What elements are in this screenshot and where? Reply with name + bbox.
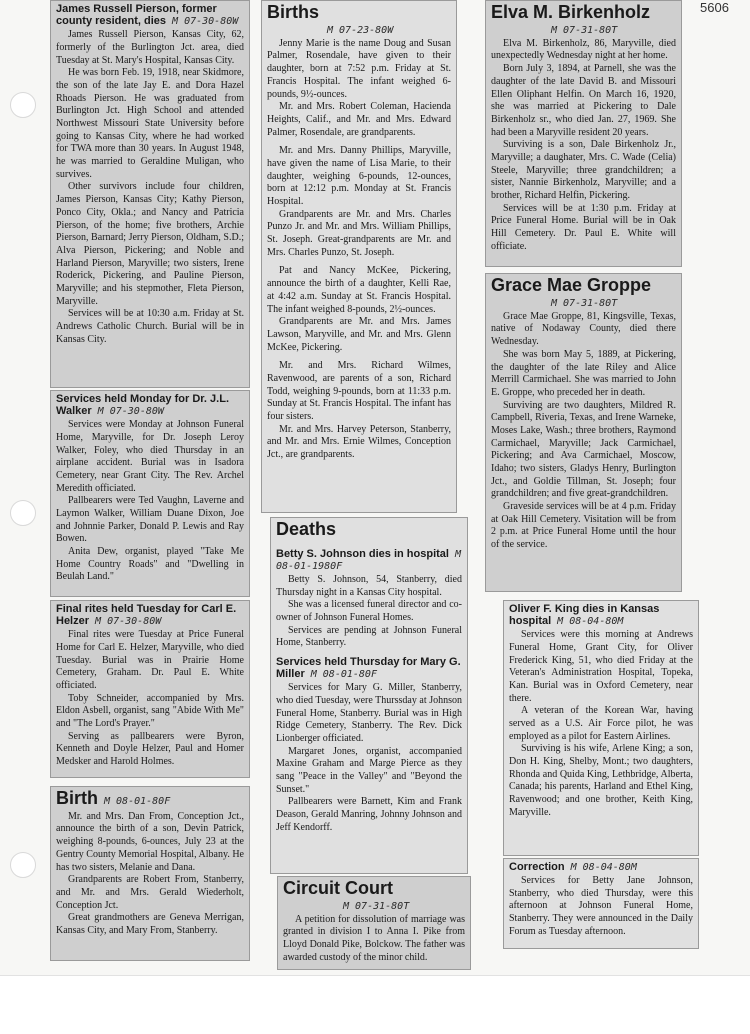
paragraph: Services will be at 1:30 p.m. Friday at Price Funeral Home. Burial will be in Oak Hill Cemetery. Dr. Paul E. White will officiate. [491, 202, 676, 252]
paragraph: Pallbearers were Ted Vaughn, Laverne and Laymon Walker, William Duane Dixon, Joe and Johnnie Parker, Donald P. Lewis and Ray Bowen. [56, 495, 244, 545]
paragraph: Grandparents are Mr. and Mrs. Charles Punzo Jr. and Mr. and Mrs. William Phillips, St. Joseph. Great-grandparents are Mr. and Mrs. Charles Punzo, St. Joseph. [267, 208, 451, 258]
paragraph: Born July 3, 1894, at Parnell, she was the daughter of the late David B. and Missouri Ellen Oliphant Helfin. On March 16, 1920, she was married at Pickering to Dale Birkenholz sr., who died Jan. 27, 1969. She had been a Maryville resident 20 years. [491, 63, 676, 138]
paragraph: Services are pending at Johnson Funeral Home, Stanberry. [276, 624, 462, 649]
handwritten-note: M 07-23-80W [327, 24, 394, 36]
clipping-births [261, 0, 457, 513]
handwritten-note: M 08-04-80M [557, 616, 624, 628]
clipping-circuit-court [277, 876, 471, 970]
punch-hole [10, 500, 36, 526]
headline: Elva M. Birkenholz [491, 2, 651, 22]
handwritten-note: M 08-01-80F [310, 669, 377, 681]
headline: Births [267, 2, 320, 22]
handwritten-note: M 08-01-1980F [276, 548, 461, 572]
headline: Services held Monday for Dr. J.L. Walker M 07-30-80W [56, 393, 229, 418]
clipping-deaths [270, 517, 468, 874]
clipping-birth-from [50, 786, 250, 961]
paragraph: She was a licensed funeral director and co-owner of Johnson Funeral Homes. [276, 599, 462, 624]
paragraph: Betty S. Johnson, 54, Stanberry, died Thursday night in a Kansas City hospital. [276, 573, 462, 598]
paragraph: Surviving are two daughters, Mildred R. Campbell, Riveria, Texas, and Irene Warneke, Moses Lake, Wash.; three brothers, Raymond Carmichael, Maryville; Jack Carmichael, Pickering; and Ava Carmichael, Moscow, Idaho; two sisters, Gladys Henry, Burlington Jct., and Goldie Tillman, St. Joseph; four grandchildren; and five great-grandchildren. [491, 399, 676, 500]
paragraph: Services will be at 10:30 a.m. Friday at St. Andrews Catholic Church. Burial will be in Kansas City. [56, 308, 244, 345]
paragraph: Mr. and Mrs. Danny Phillips, Maryville, have given the name of Lisa Marie, to their daughter, weighing 6-pounds, 12-ounces, born at 12:12 p.m. Monday at St. Francis Hospital. [267, 145, 451, 208]
paragraph: Mr. and Mrs. Dan From, Conception Jct., announce the birth of a son, Devin Patrick, weighing 8-pounds, 6-ounces, July 23 at the Gentry County Memorial Hospital, Albany. He has two sisters, Melanie and Dana. [56, 810, 244, 873]
subheadline: Services held Thursday for Mary G. Miller M 08-01-80F [276, 656, 461, 681]
paragraph: Grace Mae Groppe, 81, Kingsville, Texas, native of Nodaway County, died there Wednesday. [491, 310, 676, 348]
clipping-helzer-rites [50, 600, 250, 778]
paragraph: Services were Monday at Johnson Funeral Home, Maryville, for Dr. Joseph Leroy Walker, Foley, who died Thursday in an airplane accident. Burial was in Isadora Cemetery, near Grant City. The Rev. Archel Meredith officiated. [56, 419, 244, 494]
subheadline: Betty S. Johnson dies in hospital M 08-01-1980F [276, 547, 461, 572]
paragraph: Anita Dew, organist, played "Take Me Home Country Roads" and "Dwelling in Beulah Land." [56, 546, 244, 583]
paragraph: Services were this morning at Andrews Funeral Home, Grant City, for Oliver Frederick King, 51, who died Friday at the Veteran's Administration Hospital, Topeka, Kan. Burial was in Oxford Cemetery, near there. [509, 629, 693, 704]
paragraph: He was born Feb. 19, 1918, near Skidmore, the son of the late Jay E. and Dora Hazel Rhoads Pierson. He was graduated from Burlington Jct. High School and attended Northwest Missouri State University before going to Kansas City, where he had worked for TWA more than 30 years. In August 1948, he was married to Geraldine Muligan, who survives. [56, 67, 244, 180]
headline: Birth M 08-01-80F [56, 788, 171, 808]
handwritten-note: M 07-30-80W [172, 16, 239, 28]
page-number: 5606 [700, 0, 729, 15]
punch-hole [10, 92, 36, 118]
paragraph: Services for Mary G. Miller, Stanberry, who died Tuesday, were Thurssday at Johnson Funeral Home, Stanberry. Burial was in High Ridge Cemetery, Stanberry. The Rev. Dick Lionberger officiated. [276, 682, 462, 745]
paragraph: A petition for dissolution of marriage was granted in division I to Anna I. Pike from Lloyd Donald Pike, Bolckow. The father was awarded custody of the minor child. [283, 913, 465, 963]
paragraph: Surviving is a son, Dale Birkenholz Jr., Maryville; a daughater, Mrs. C. Wade (Celia) Steele, Maryville; three grandchildren; a sister, Nannie Birkenholz, Maryville; and a brother, Richard Helfin, Pickering. [491, 139, 676, 202]
handwritten-note: M 07-31-80T [343, 900, 410, 912]
paragraph: Margaret Jones, organist, accompanied Maxine Graham and Marge Pierce as they sang "Peace in the Valley" and "Beyond the Sunset." [276, 745, 462, 795]
paragraph: Mr. and Mrs. Richard Wilmes, Ravenwood, are parents of a son, Richard Todd, weighing 9-pounds, born at 11:33 p.m. Sunday at St. Francis Hospital. The infant has four sisters. [267, 360, 451, 423]
paragraph: Mr. and Mrs. Robert Coleman, Hacienda Heights, Calif., and Mr. and Mrs. Edward Palmer, Rosendale, are grandparents. [267, 101, 451, 138]
paragraph: Pat and Nancy McKee, Pickering, announce the birth of a daughter, Kelli Rae, at 4:42 a.m. Sunday at St. Francis Hospital. The infant weighed 8-pounds, 2½-ounces. [267, 265, 451, 315]
handwritten-note: M 07-30-80W [97, 406, 164, 418]
headline: Grace Mae Groppe [491, 275, 652, 295]
paragraph: Mr. and Mrs. Harvey Peterson, Stanberry, and Mr. and Mrs. Ernie Wilmes, Conception Jct., are grandparents. [267, 423, 451, 461]
paragraph: Final rites were Tuesday at Price Funeral Home for Carl E. Helzer, Maryville, who died Tuesday. Burial was in Prairie Home Cemetery, Graham. Dr. Paul E. White officiated. [56, 629, 244, 691]
paragraph: A veteran of the Korean War, having served as a U.S. Air Force pilot, he was employed as a pilot for Eastern Airlines. [509, 705, 693, 742]
paragraph: Grandparents are Mr. and Mrs. James Lawson, Maryville, and Mr. and Mrs. Glenn McKee, Pickering. [267, 316, 451, 353]
headline: Deaths [276, 519, 337, 539]
headline: Oliver F. King dies in Kansas hospital M 08-04-80M [509, 603, 660, 628]
paragraph: Serving as pallbearers were Byron, Kenneth and Doyle Helzer, Paul and Homer Medsker and Harold Holmes. [56, 730, 244, 768]
clipping-walker-services [50, 390, 250, 597]
paragraph: Graveside services will be at 4 p.m. Friday at Oak Hill Cemetery. Visitation will be from 2 p.m. at Price Funeral Home until the hour of the service. [491, 501, 676, 551]
paragraph: She was born May 5, 1889, at Pickering, the daughter of the late Riley and Alice Merrill Carmichael. She was married to John E. Groppe, who preceded her in death. [491, 348, 676, 398]
punch-hole [10, 852, 36, 878]
paragraph: Grandparents are Robert From, Stanberry, and Mr. and Mrs. Gerald Wiederholt, Conception Jct. [56, 874, 244, 911]
paragraph: Great grandmothers are Geneva Merrigan, Kansas City, and Mary From, Stanberry. [56, 912, 244, 936]
handwritten-note: M 07-31-80T [551, 297, 618, 309]
scan-margin [0, 975, 750, 1034]
paragraph: Other survivors include four children, James Pierson, Kansas City; Kathy Pierson, Ponco City, Okla.; and Nancy and Patricia Pierson, of the home; five brothers, Archie Pierson, Barnard; Jerry Pierson, Oldham, S.D.; Alva Pierson, Pickering; and Noble and Harland Pierson, Maryville; two sisters, Irene Roderick, Pickering, and Pauline Pierson, Maryville; and his stepmother, Fleta Pierson, Maryville. [56, 181, 244, 307]
clipping-pierson-obituary [50, 0, 250, 388]
headline: Correction M 08-04-80M [509, 861, 637, 873]
handwritten-note: M 08-01-80F [104, 796, 171, 807]
headline: Final rites held Tuesday for Carl E. Helzer M 07-30-80W [56, 603, 237, 628]
paragraph: Elva M. Birkenholz, 86, Maryville, died unexpectedly Wednesday night at her home. [491, 37, 676, 62]
handwritten-note: M 08-04-80M [570, 862, 637, 873]
handwritten-note: M 07-30-80W [95, 616, 162, 628]
paragraph: Toby Schneider, accompanied by Mrs. Eldon Asbell, organist, sang "Abide With Me" and "The Lord's Prayer." [56, 692, 244, 729]
paragraph: Pallbearers were Barnett, Kim and Frank Deason, Gerald Manring, Johnny Johnson and Jeff Kendorff. [276, 796, 462, 833]
paragraph: James Russell Pierson, Kansas City, 62, formerly of the Burlington Jct. area, died Tuesday at St. Mary's Hospital, Kansas City. [56, 29, 244, 66]
paragraph: Services for Betty Jane Johnson, Stanberry, who died Thursday, were this afternoon at Johnson Funeral Home, Stanberry. They were announced in the Daily Forum as Tuesday afternoon. [509, 875, 693, 937]
clipping-correction [503, 858, 699, 949]
paragraph: Jenny Marie is the name Doug and Susan Palmer, Rosendale, have given to their daughter, born at 7:52 p.m. Friday at St. Francis Hospital. The infant weighed 6-pounds, 9½-ounces. [267, 37, 451, 100]
paragraph: Surviving is his wife, Arlene King; a son, Don H. King, Shelby, Mont.; two daughters, Rhonda and Quida King, Lethbridge, Alberta, Canada; his parents, Harland and Ethel King, Ravenwood; and one brother, Keith King, Maryville. [509, 743, 693, 818]
clipping-king-obituary [503, 600, 699, 856]
clipping-birkenholz-obituary [485, 0, 682, 267]
headline: James Russell Pierson, former county resident, dies M 07-30-80W [56, 3, 239, 28]
clipping-groppe-obituary [485, 273, 682, 592]
headline: Circuit Court [283, 878, 393, 898]
handwritten-note: M 07-31-80T [551, 24, 618, 36]
